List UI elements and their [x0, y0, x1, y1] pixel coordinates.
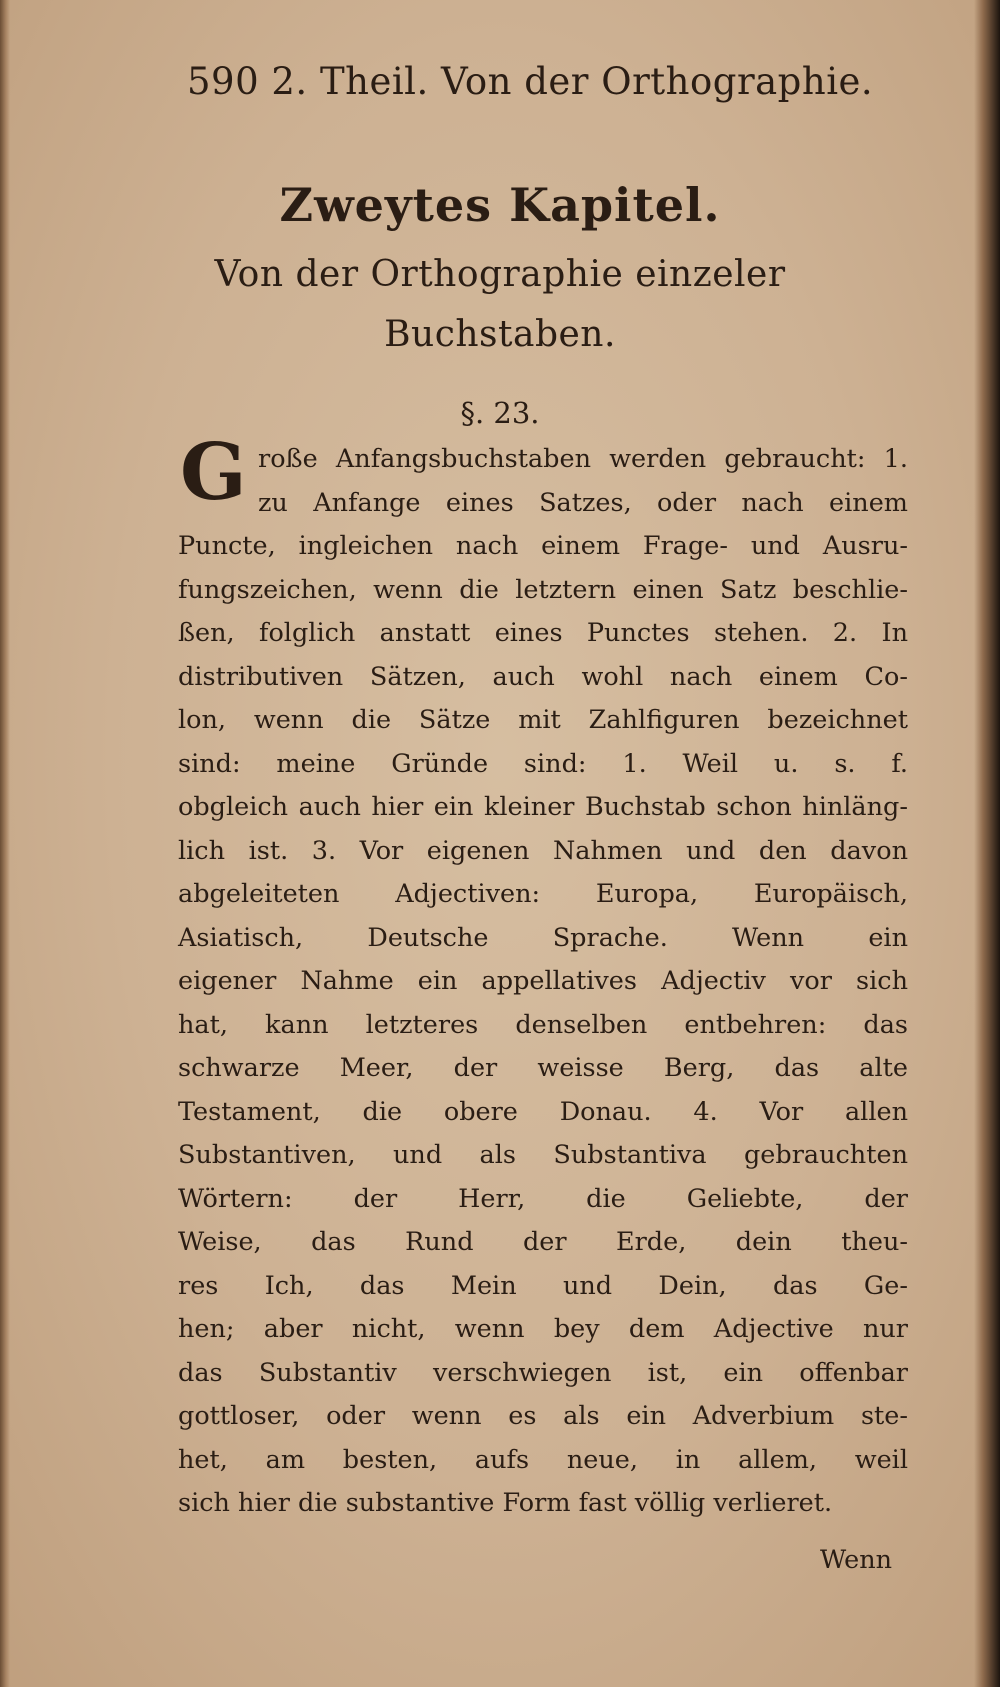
text-line-15: schwarze Meer, der weisse Berg, das alte: [178, 1053, 908, 1083]
text-line-5: ßen, folglich anstatt eines Punctes stehen. 2. In: [178, 618, 908, 648]
text-line-9: obgleich auch hier ein kleiner Buchstab schon hinläng-: [178, 792, 908, 822]
catchword: Wenn: [820, 1545, 893, 1575]
text-line-22: das Substantiv verschwiegen ist, ein offenbar: [178, 1357, 908, 1388]
running-head: 590 2. Theil. Von der Orthographie.: [187, 60, 874, 103]
text-line-2: zu Anfange eines Satzes, oder nach einem: [258, 487, 908, 518]
text-line-17: Substantiven, und als Substantiva gebrauchten: [178, 1140, 908, 1170]
text-line-4: fungszeichen, wenn die letztern einen Satz beschlie-: [178, 574, 908, 605]
text-line-16: Testament, die obere Donau. 4. Vor allen: [178, 1096, 908, 1127]
text-line-7: lon, wenn die Sätze mit Zahlfiguren bezeichnet: [178, 705, 908, 735]
text-line-19: Weise, das Rund der Erde, dein theu-: [178, 1227, 908, 1257]
text-line-1: roße Anfangsbuchstaben werden gebraucht: 1.: [258, 444, 908, 474]
text-line-3: Puncte, ingleichen nach einem Frage- und Ausru-: [178, 531, 908, 561]
text-line-10: lich ist. 3. Vor eigenen Nahmen und den davon: [178, 835, 908, 866]
text-line-21: hen; aber nicht, wenn bey dem Adjective nur: [178, 1314, 908, 1344]
text-line-12: Asiatisch, Deutsche Sprache. Wenn ein: [178, 922, 908, 953]
chapter-subtitle-line-1: Von der Orthographie einzeler: [214, 254, 786, 295]
text-line-23: gottloser, oder wenn es als ein Adverbium ste-: [178, 1401, 908, 1431]
text-line-6: distributiven Sätzen, auch wohl nach einem Co-: [178, 661, 908, 692]
chapter-title: Zweytes Kapitel.: [279, 178, 721, 232]
text-line-20: res Ich, das Mein und Dein, das Ge-: [178, 1270, 908, 1301]
text-line-8: sind: meine Gründe sind: 1. Weil u. s. f.: [178, 748, 908, 779]
text-line-14: hat, kann letzteres denselben entbehren: das: [178, 1009, 908, 1040]
section-number: §. 23.: [460, 396, 540, 430]
drop-cap: G: [180, 427, 247, 518]
text-line-24: het, am besten, aufs neue, in allem, weil: [178, 1444, 908, 1475]
body-text: [178, 438, 908, 1526]
text-line-25: sich hier die substantive Form fast völlig verlieret.: [178, 1488, 833, 1518]
chapter-subtitle-line-2: Buchstaben.: [384, 314, 616, 355]
text-line-18: Wörtern: der Herr, die Geliebte, der: [178, 1183, 908, 1214]
text-line-11: abgeleiteten Adjectiven: Europa, Europäisch,: [178, 879, 908, 909]
text-line-13: eigener Nahme ein appellatives Adjectiv vor sich: [178, 966, 908, 996]
